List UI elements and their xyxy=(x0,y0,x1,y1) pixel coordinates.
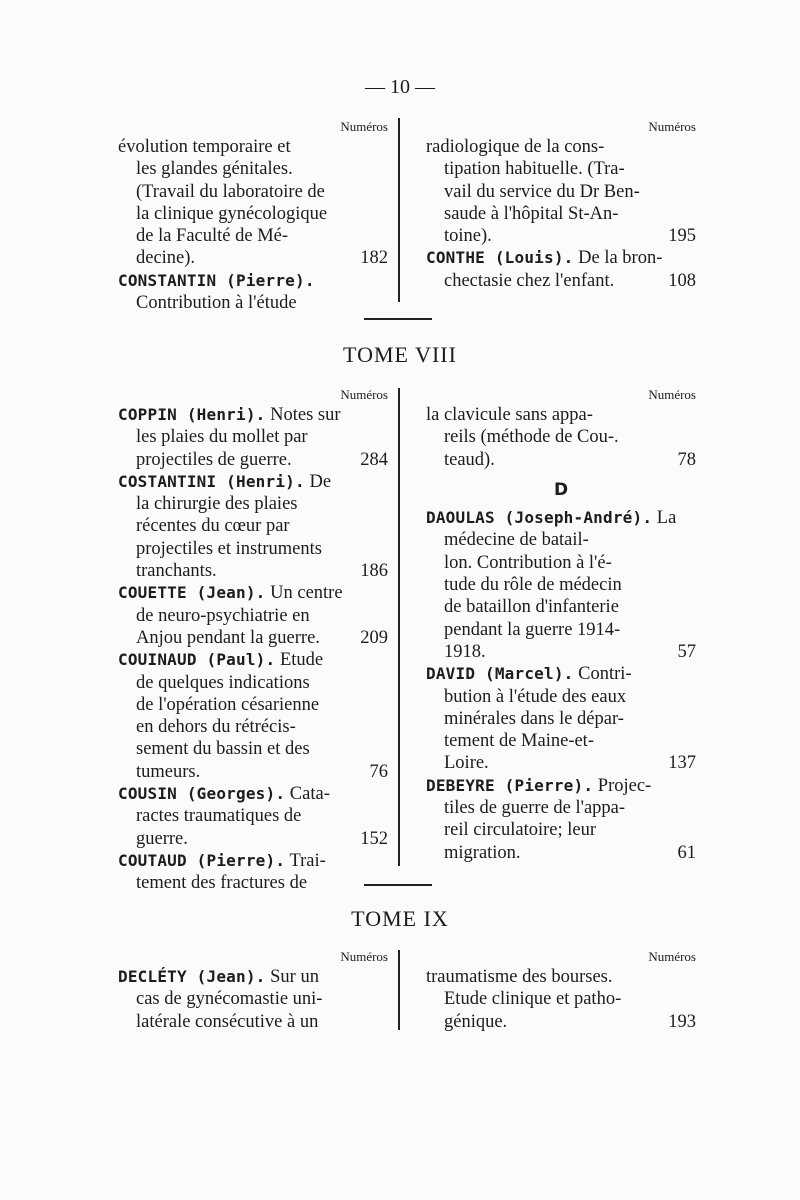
entry-number: 76 xyxy=(369,761,388,782)
bibliography-entry xyxy=(118,649,388,783)
entries xyxy=(118,136,388,314)
entry-text: de l'opération césarienne xyxy=(136,694,320,715)
entry-text: Loire. xyxy=(444,753,489,774)
bibliography-entry xyxy=(426,136,696,247)
entry-text: la clinique gynécologique xyxy=(136,203,328,224)
entry-text: tiles de guerre de l'appa- xyxy=(444,798,626,819)
entry-number: 108 xyxy=(668,270,696,291)
tome8-left-column xyxy=(118,386,388,895)
entry-text: récentes du cœur par xyxy=(136,516,290,537)
entry-author: COUINAUD (Paul). xyxy=(118,650,276,670)
entry-text: la clavicule sans appa- xyxy=(426,405,593,425)
column-divider xyxy=(398,950,400,1030)
entry-author: COPPIN (Henri). xyxy=(118,405,266,424)
bibliography-entry xyxy=(426,507,696,663)
tome9-left-column xyxy=(118,948,388,1033)
entry-text: Trai- xyxy=(289,850,326,871)
entries xyxy=(426,507,696,864)
entry-text: De la bron- xyxy=(578,248,663,269)
column-header: Numéros xyxy=(648,119,696,134)
entry-text: minérales dans le dépar- xyxy=(444,708,624,729)
entry-text: Projec- xyxy=(597,775,652,796)
entry-text: migration. xyxy=(444,842,521,863)
bibliography-entry xyxy=(426,663,696,774)
column-header: Numéros xyxy=(648,949,696,964)
entry-text: sement du bassin et des xyxy=(136,739,310,760)
entry-text: 1918. xyxy=(444,641,486,662)
bibliography-entry xyxy=(118,582,388,649)
entry-text: Cata- xyxy=(289,784,330,805)
entry-text: La médecine de batail- xyxy=(444,508,677,551)
letter-heading: D xyxy=(553,479,569,500)
entry-number: 195 xyxy=(668,226,696,247)
column-divider xyxy=(398,388,400,866)
entry-number: 57 xyxy=(677,641,696,662)
bibliography-entry xyxy=(118,136,388,270)
entry-text: cas de gynécomastie uni- xyxy=(136,989,323,1010)
entry-text: radiologique de la cons- xyxy=(426,137,605,157)
bibliography-entry xyxy=(426,775,696,864)
bibliography-entry xyxy=(118,471,388,582)
bibliography-entry xyxy=(118,270,388,315)
tome8-right-column xyxy=(426,386,696,864)
entry-number: 78 xyxy=(677,449,696,470)
entry-text: projectiles et instruments xyxy=(136,538,322,559)
entry-text: guerre. xyxy=(136,828,188,849)
entry-text: les plaies du mollet par xyxy=(136,427,308,448)
entry-text: ractes traumatiques de xyxy=(136,806,302,827)
entry-text: de la Faculté de Mé- xyxy=(136,226,289,247)
entry-number: 284 xyxy=(360,449,388,470)
entry-text: De xyxy=(309,471,332,492)
entry-text: Contri- xyxy=(578,664,632,685)
entry-author: CONSTANTIN (Pierre). xyxy=(118,270,315,290)
section-divider xyxy=(364,884,432,886)
column-header: Numéros xyxy=(648,387,696,402)
tome-title: TOME VIII xyxy=(343,342,457,367)
entry-text: toine). xyxy=(444,226,492,247)
column-divider xyxy=(398,118,400,302)
entries xyxy=(426,136,696,292)
entry-text: bution à l'étude des eaux xyxy=(444,686,627,707)
entry-text: tement de Maine-et- xyxy=(444,731,594,752)
entry-text: tude du rôle de médecin xyxy=(444,575,622,596)
entry-number: 152 xyxy=(360,828,388,849)
entry-text: tranchants. xyxy=(136,561,217,582)
entry-text: decine). xyxy=(136,248,196,269)
entry-text: Sur un xyxy=(270,967,319,987)
section1-left-column xyxy=(118,118,388,314)
column-header: Numéros xyxy=(340,387,388,402)
entry-text: tement des fractures de xyxy=(136,873,308,894)
entry-text: en dehors du rétrécis- xyxy=(136,717,296,738)
entries xyxy=(118,966,388,1033)
entry-text: teaud). xyxy=(444,449,495,470)
entry-text: projectiles de guerre. xyxy=(136,449,292,470)
bibliography-entry xyxy=(426,247,696,292)
entry-text: tipation habituelle. (Tra- xyxy=(444,159,625,180)
entry-text: Etude clinique et patho- xyxy=(444,989,622,1010)
entry-text: Etude xyxy=(279,650,324,671)
entry-author: COSTANTINI (Henri). xyxy=(118,471,305,491)
entry-author: DAVID (Marcel). xyxy=(426,664,574,684)
tome9-right-column xyxy=(426,948,696,1033)
entry-text: de neuro-psychiatrie en xyxy=(136,605,310,626)
entry-text: lon. Contribution à l'é- xyxy=(444,552,612,573)
entry-number: 186 xyxy=(360,561,388,582)
entry-text: les glandes génitales. xyxy=(136,159,293,180)
entry-text: la chirurgie des plaies xyxy=(136,494,298,515)
bibliography-entry xyxy=(426,966,696,1033)
section-divider xyxy=(364,318,432,320)
entry-author: DECLÉTY (Jean). xyxy=(118,967,266,986)
entry-text: traumatisme des bourses. xyxy=(426,967,613,987)
bibliography-entry xyxy=(118,783,388,850)
entries xyxy=(118,404,388,895)
entry-author: DEBEYRE (Pierre). xyxy=(426,775,594,795)
entry-text: saude à l'hôpital St-An- xyxy=(444,203,619,224)
entry-text: pendant la guerre 1914- xyxy=(444,619,621,640)
entry-text: (Travail du laboratoire de xyxy=(136,181,325,202)
entry-text: de quelques indications xyxy=(136,672,310,693)
entry-text: Un centre xyxy=(270,583,343,604)
page-number: — 10 — xyxy=(365,76,435,98)
entries xyxy=(426,404,696,471)
column-header: Numéros xyxy=(340,119,388,134)
entry-text: Notes sur xyxy=(270,405,341,425)
section1-right-column xyxy=(426,118,696,292)
entry-number: 209 xyxy=(360,627,388,648)
entry-text: vail du service du Dr Ben- xyxy=(444,181,640,202)
entry-number: 193 xyxy=(668,1011,696,1032)
entry-text: reil circulatoire; leur xyxy=(444,820,597,841)
entry-text: tumeurs. xyxy=(136,761,201,782)
entry-number: 61 xyxy=(677,842,696,863)
entry-author: DAOULAS (Joseph-André). xyxy=(426,508,653,528)
bibliography-entry xyxy=(426,404,696,471)
entries xyxy=(426,966,696,1033)
entry-number: 137 xyxy=(668,753,696,774)
entry-author: CONTHE (Louis). xyxy=(426,248,574,268)
entry-text: Anjou pendant la guerre. xyxy=(136,627,320,648)
tome-title: TOME IX xyxy=(351,906,449,931)
entry-author: COUTAUD (Pierre). xyxy=(118,850,286,870)
entry-author: COUETTE (Jean). xyxy=(118,583,266,603)
entry-text: Contribution à l'étude xyxy=(136,293,297,314)
bibliography-entry xyxy=(118,966,388,1033)
bibliography-entry xyxy=(118,404,388,471)
entry-number: 182 xyxy=(360,248,388,269)
entry-text: chectasie chez l'enfant. xyxy=(444,270,615,291)
entry-text: reils (méthode de Cou-. xyxy=(444,427,619,448)
entry-author: COUSIN (Georges). xyxy=(118,784,286,804)
column-header: Numéros xyxy=(340,949,388,964)
entry-text: évolution temporaire et xyxy=(118,137,291,157)
entry-text: de bataillon d'infanterie xyxy=(444,597,619,618)
entry-text: latérale consécutive à un xyxy=(136,1011,319,1032)
entry-text: génique. xyxy=(444,1011,508,1032)
bibliography-entry xyxy=(118,850,388,895)
